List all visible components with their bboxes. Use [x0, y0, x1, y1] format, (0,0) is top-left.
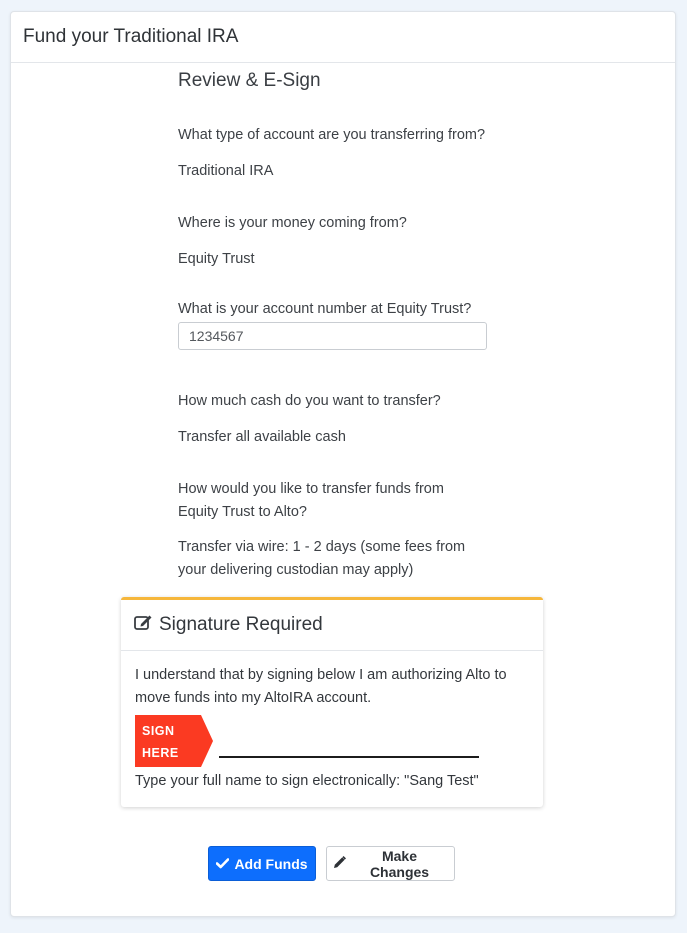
sign-here-flag — [135, 715, 213, 767]
signature-card — [121, 597, 543, 807]
account-type-question: What type of account are you transferring from? — [178, 127, 486, 143]
add-funds-button[interactable] — [208, 846, 316, 881]
signature-instruction: Type your full name to sign electronically: "Sang Test" — [135, 773, 479, 789]
source-question: Where is your money coming from? — [178, 215, 407, 231]
cash-answer: Transfer all available cash — [178, 429, 346, 445]
account-number-input[interactable] — [178, 322, 487, 350]
sign-here-line1: SIGN — [142, 724, 175, 738]
review-title: Review & E-Sign — [178, 70, 321, 91]
edit-icon — [134, 614, 159, 637]
add-funds-label: Add Funds — [234, 855, 308, 872]
card-header — [11, 12, 675, 63]
signature-header — [121, 600, 543, 651]
sign-here-line2: HERE — [142, 746, 179, 760]
method-question: How would you like to transfer funds from Equity Trust to Alto? — [178, 481, 444, 520]
make-changes-label: Make Changes — [369, 847, 430, 880]
signature-title: Signature Required — [159, 614, 323, 635]
account-number-question: What is your account number at Equity Trust? — [178, 301, 472, 317]
authorization-text: I understand that by signing below I am authorizing Alto to move funds into my AltoIRA account. — [135, 667, 507, 706]
signature-line[interactable] — [219, 756, 479, 758]
pencil-icon — [333, 856, 351, 872]
make-changes-button[interactable] — [326, 846, 455, 881]
check-icon — [216, 856, 234, 872]
account-type-answer: Traditional IRA — [178, 163, 274, 179]
source-answer: Equity Trust — [178, 251, 255, 267]
method-answer: Transfer via wire: 1 - 2 days (some fees from your delivering custodian may apply) — [178, 539, 466, 578]
page-title: Fund your Traditional IRA — [23, 26, 239, 47]
cash-question: How much cash do you want to transfer? — [178, 393, 441, 409]
